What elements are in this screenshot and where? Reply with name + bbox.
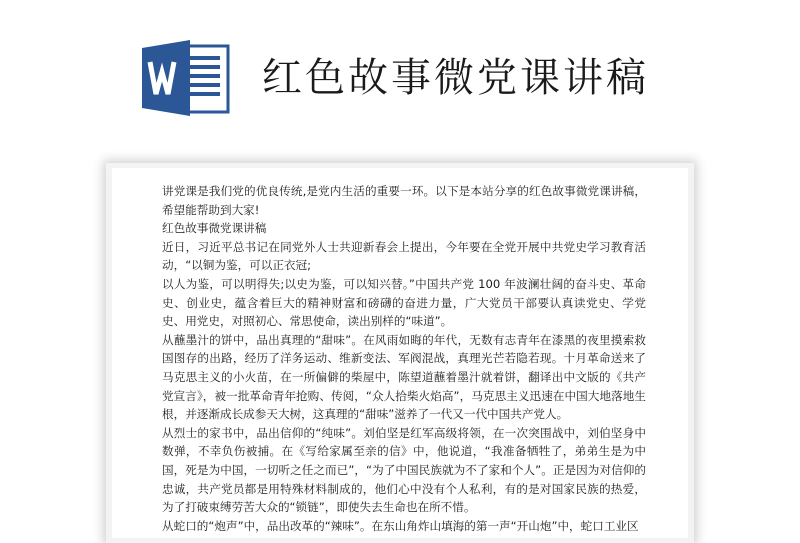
body-paragraph: 以人为鉴，可以明得失;以史为鉴，可以知兴替。”中国共产党 100 年波澜壮阔的奋斗史、革命史、创业史，蕴含着巨大的精神财富和磅礴的奋进力量，广大党员干部要认真读党史、学党史、用党史，对照初心、常思使命，读出别样的“味道”。	[162, 276, 646, 329]
page-title: 红色故事微党课讲稿	[262, 55, 649, 101]
microsoft-word-icon	[140, 38, 232, 118]
document-body	[162, 182, 646, 535]
body-paragraph: 近日，习近平总书记在同党外人士共迎新春会上提出，今年要在全党开展中共党史学习教育活动，“以铜为鉴，可以正衣冠;	[162, 239, 646, 273]
document-heading: 红色故事微党课讲稿	[162, 221, 267, 236]
header	[0, 0, 800, 160]
body-paragraph: 从蛇口的“炮声”中，品出改革的“辣味”。在东山角炸山填海的第一声“开山炮”中，蛇口工业区	[162, 518, 639, 533]
intro-paragraph: 讲党课是我们党的优良传统,是党内生活的重要一环。以下是本站分享的红色故事微党课讲稿，希望能帮助到大家!	[162, 184, 646, 217]
body-paragraph: 从烈士的家书中，品出信仰的“纯味”。刘伯坚是红军高级将领，在一次突围战中，刘伯坚身中数弹，不幸负伤被捕。在《写给家属至亲的信》中，他说道，“我准备牺牲了，弟弟生是为中国，死是为中国，一切听之任之而已”，“为了中国民族就为不了家和个人”。正是因为对信仰的忠诚，共产党员都是用特殊材料制成的，他们心中没有个人私利，有的是对国家民族的热爱，为了打破束缚劳苦大众的“锁链”，即使失去生命也在所不惜。	[162, 425, 646, 515]
body-paragraph: 从蘸墨汁的饼中，品出真理的“甜味”。在风雨如晦的年代，无数有志青年在漆黑的夜里摸索救国图存的出路，经历了洋务运动、维新变法、军阀混战，真理光芒若隐若现。十月革命送来了马克思主义的小火苗，在一所偏僻的柴屋中，陈望道蘸着墨汁就着饼，翻译出中文版的《共产党宣言》，被一批革命青年抢购、传阅，“众人拾柴火焰高”，马克思主义迅速在中国大地落地生根，并逐渐成长成参天大树，这真理的“甜味”滋养了一代又一代中国共产党人。	[162, 332, 646, 422]
document-page	[112, 168, 688, 538]
